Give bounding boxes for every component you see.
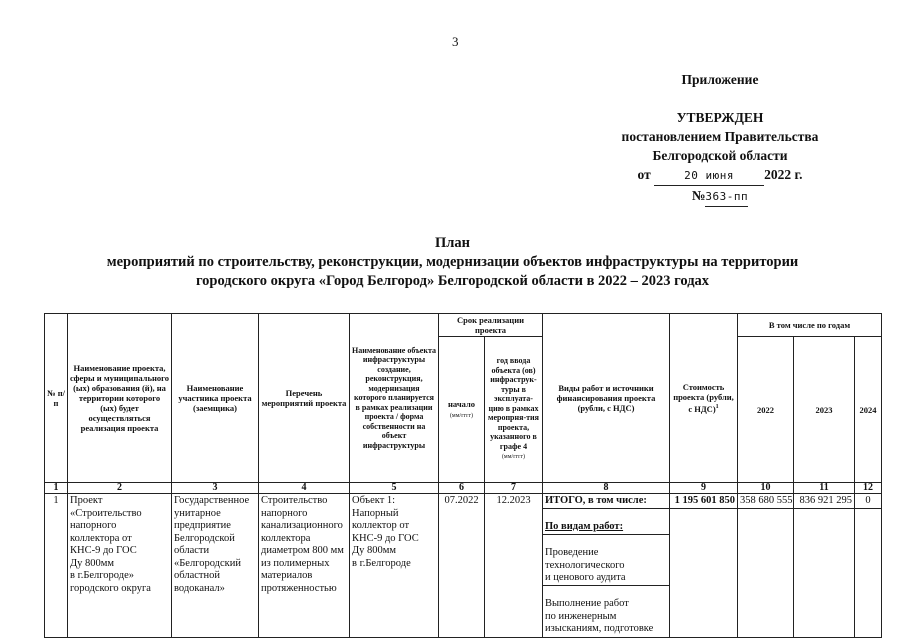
participant-line: области [174,545,210,556]
row-start: 07.2022 [439,494,485,638]
header-start-text: начало [448,398,475,409]
row-2022 [738,494,794,638]
participant-line: водоканал» [174,582,225,594]
project-line: городского округа [70,582,151,594]
table-row [45,494,882,638]
header-period-group: Срок реализации проекта [439,314,543,337]
date-value: 20 июня [654,166,764,186]
header-object: Наименование объекта инфраструктуры создание, реконструкция, модернизация которого планируется в рамках реализации проекта / форма собственности на объект инфраструктуры [350,314,439,483]
page-number: 3 [452,34,459,49]
object-line: Объект 1: [352,495,396,506]
header-commissioning-unit: (мм/гггг) [501,454,526,461]
activity-line: из полимерных [261,557,330,569]
header-num: № п/п [45,314,68,483]
object-line: Ду 800мм [352,545,397,556]
row-activities [259,494,350,638]
object-line: в г.Белгороде [352,557,411,569]
date-prefix: от [637,167,651,182]
colnum: 1 [45,483,68,494]
participant-line: областной [174,570,220,581]
approval-block [595,70,845,207]
row-2024 [855,494,882,638]
title-line2: мероприятий по строительству, реконструкции, модернизации объектов инфраструктуры на территории [106,254,799,270]
object-line: Напорный [352,507,399,519]
colnum: 10 [738,483,794,494]
total-label: ИТОГО, в том числе: [545,495,647,506]
project-line: «Строительство [70,507,142,519]
row-works [543,494,670,638]
cost-total: 1 195 601 850 [674,495,735,506]
participant-line: Государственное [174,495,250,506]
colnum: 3 [172,483,259,494]
project-line: коллектора от [70,532,132,544]
activity-line: напорного [261,507,308,519]
header-start-unit: (мм/гггг) [449,412,474,419]
column-numbers-row [45,483,882,494]
header-project: Наименование проекта, сферы и муниципального (ых) образования (й), на территории которого (ых) будет осуществляться реализация проекта [68,314,172,483]
participant-line: предприятие [174,520,231,531]
activity-line: Строительство [261,495,328,506]
approved-by-line1: постановлением Правительства [621,129,819,144]
header-activities: Перечень мероприятий проекта [259,314,350,483]
row-participant [172,494,259,638]
activity-line: материалов [261,570,313,581]
row-commissioning: 12.2023 [485,494,543,638]
year-2024-value: 0 [865,495,871,506]
colnum: 11 [794,483,855,494]
row-project [68,494,172,638]
row-num: 1 [45,494,68,638]
header-cost-sup: 1 [715,404,719,411]
activity-line: диаметром 800 мм [261,545,344,556]
header-year-2022: 2022 [738,337,794,483]
header-years-group: В том числе по годам [738,314,882,337]
approval-date [595,165,845,186]
header-cost [670,314,738,483]
year-2023-value: 836 921 295 [799,495,852,506]
header-year-2023: 2023 [794,337,855,483]
row-2023 [794,494,855,638]
colnum: 12 [855,483,882,494]
colnum: 9 [670,483,738,494]
header-commissioning [485,337,543,483]
work-line: Проведение [545,547,599,558]
project-line: КНС-9 до ГОС [70,545,137,556]
project-line: Проект [70,495,103,506]
work-line: изысканиям, подготовке [545,623,654,634]
header-participant: Наименование участника проекта (заемщика) [172,314,259,483]
colnum: 5 [350,483,439,494]
participant-line: «Белгородский [174,557,242,569]
row-object [350,494,439,638]
colnum: 8 [543,483,670,494]
approved-label: УТВЕРЖДЕН [676,110,764,125]
colnum: 4 [259,483,350,494]
colnum: 2 [68,483,172,494]
header-year-2024: 2024 [855,337,882,483]
row-cost [670,494,738,638]
document-title [0,234,905,291]
work-line: по инженерным [545,610,617,622]
approved-by-line2: Белгородской области [652,148,788,163]
project-line: в г.Белгороде» [70,570,135,581]
title-line3: городского округа «Город Белгород» Белгородской области в 2022 – 2023 годах [195,273,710,289]
activity-line: протяженностью [261,582,337,594]
work-line: технологического [545,559,625,571]
date-suffix: 2022 г. [764,167,803,182]
participant-line: унитарное [174,507,221,519]
approval-number [595,186,845,207]
participant-line: Белгородской [174,532,235,544]
year-2022-value: 358 680 555 [740,495,793,506]
colnum: 7 [485,483,543,494]
object-line: коллектор от [352,520,410,531]
number-prefix: № [691,188,706,203]
object-line: КНС-9 до ГОС [352,532,419,544]
appendix-heading: Приложение [681,72,759,87]
work-line: и ценового аудита [545,572,626,583]
project-line: Ду 800мм [70,557,115,569]
colnum: 6 [439,483,485,494]
title-line1: План [434,235,471,251]
header-start [439,337,485,483]
activity-line: коллектора [261,532,311,544]
work-line: Выполнение работ [545,598,629,609]
project-line: напорного [70,520,117,531]
header-commissioning-text: год ввода объекта (ов) инфраструк-туры в эксплуата-цию в рамках меропрня-тия проекта, указанного в графе 4 [488,356,539,451]
activity-line: канализационного [261,520,343,531]
works-label: По видам работ: [545,521,624,532]
header-works: Виды работ и источники финансирования проекта (рубли, с НДС) [543,314,670,483]
number-value: 363-пп [705,187,748,207]
header-cost-text: Стоимость проекта (рубли, с НДС) [673,382,734,414]
plan-table [44,313,882,638]
